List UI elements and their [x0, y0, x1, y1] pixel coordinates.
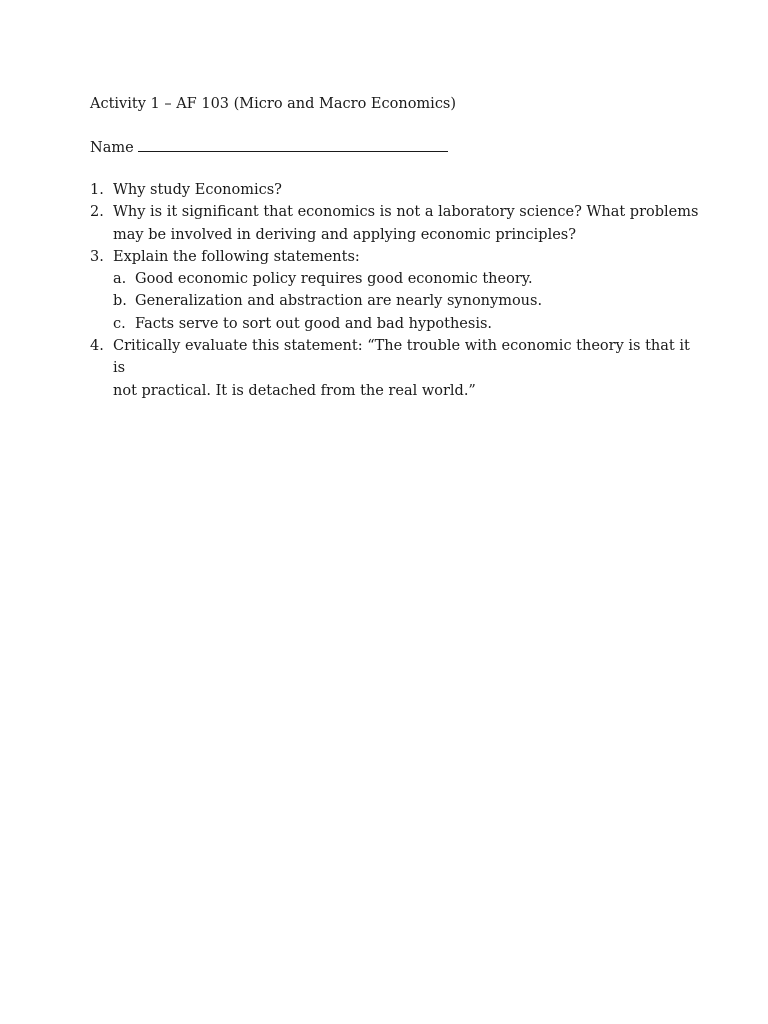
- name-blank-line: [138, 137, 448, 152]
- sub-question-text: Generalization and abstraction are nearly synonymous.: [135, 293, 543, 310]
- question-text-line: Why is it significant that economics is not a laboratory science? What problems: [113, 204, 699, 221]
- question-text-line: may be involved in deriving and applying economic principles?: [113, 226, 577, 243]
- sub-question-a: [113, 268, 700, 290]
- question-text: [113, 335, 700, 402]
- name-field: [90, 137, 448, 159]
- question-number: 1.: [90, 182, 104, 198]
- question-text-line: Critically evaluate this statement: “The trouble with economic theory is that it is: [113, 338, 690, 377]
- question-text-line: not practical. It is detached from the real world.”: [113, 382, 476, 399]
- question-list: [90, 179, 700, 402]
- question-3: [90, 246, 700, 335]
- activity-title: Activity 1 – AF 103 (Micro and Macro Economics): [90, 96, 457, 112]
- sub-question-letter: b.: [113, 293, 127, 310]
- sub-question-text: Good economic policy requires good economic theory.: [135, 271, 533, 288]
- sub-question-b: [113, 290, 700, 312]
- question-2: [90, 201, 700, 246]
- sub-question-c: [113, 313, 700, 335]
- question-4: [90, 335, 700, 402]
- sub-question-text: Facts serve to sort out good and bad hypothesis.: [135, 315, 493, 332]
- question-number: 2.: [90, 204, 104, 221]
- question-body: [113, 246, 700, 335]
- question-text: Why study Economics?: [113, 182, 282, 198]
- question-number: 4.: [90, 338, 104, 355]
- question-text: [113, 201, 700, 246]
- sub-question-letter: a.: [113, 271, 127, 288]
- question-text: Explain the following statements:: [113, 248, 360, 265]
- name-label: Name: [90, 140, 134, 156]
- question-number: 3.: [90, 248, 104, 265]
- sub-question-letter: c.: [113, 315, 126, 332]
- question-1: [90, 179, 700, 201]
